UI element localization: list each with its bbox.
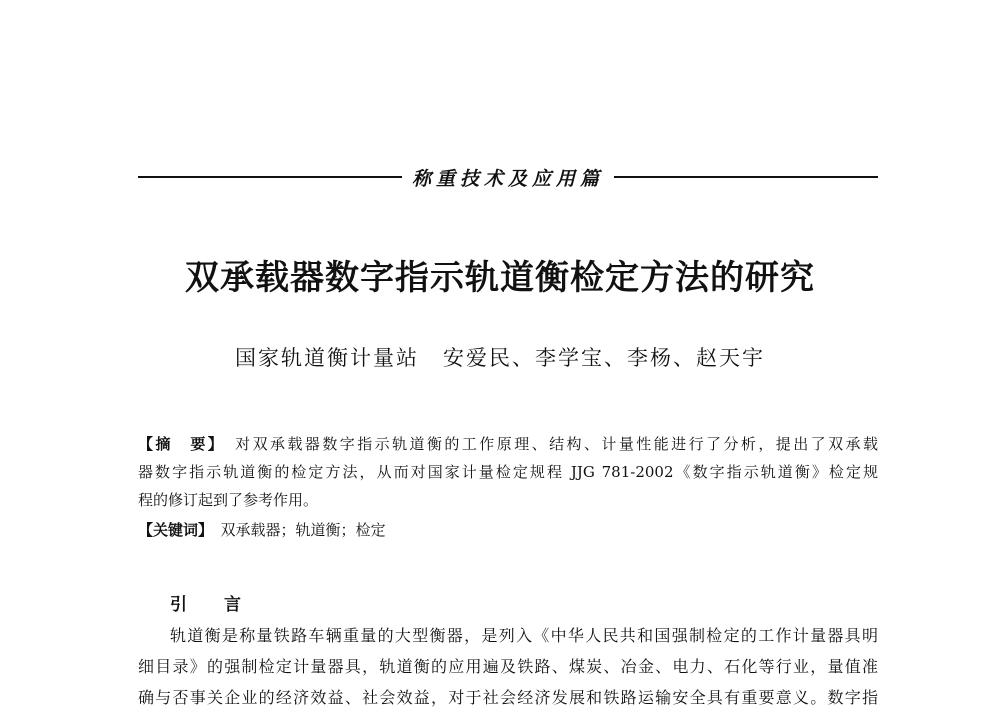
section-header <box>138 160 878 194</box>
abstract-line: 器数字指示轨道衡的检定方法，从而对国家计量检定规程 JJG 781-2002《数字指示轨道衡》检定规 <box>138 463 878 481</box>
body-line: 细目录》的强制检定计量器具，轨道衡的应用遍及铁路、煤炭、冶金、电力、石化等行业，量值准 <box>138 657 878 676</box>
keywords-label: 【关键词】 <box>138 521 206 539</box>
header-rule-left <box>138 176 402 178</box>
abstract-block <box>138 430 878 544</box>
introduction-body <box>138 620 878 713</box>
abstract-text: 对双承载器数字指示轨道衡的工作原理、结构、计量性能进行了分析，提出了双承载 <box>235 435 878 453</box>
abstract-label: 【摘 要】 <box>138 435 218 453</box>
section-header-label: 称重技术及应用篇 <box>412 167 605 190</box>
paper-title: 双承载器数字指示轨道衡检定方法的研究 <box>185 258 815 298</box>
body-line: 确与否事关企业的经济效益、社会效益，对于社会经济发展和铁路运输安全具有重要意义。数字指 <box>138 688 878 707</box>
keyword: 双承载器； <box>220 521 296 539</box>
keyword: 检定 <box>355 521 386 539</box>
abstract-line <box>138 430 878 458</box>
author-names: 安爱民、李学宝、李杨、赵天宇 <box>443 346 765 370</box>
keywords-line <box>138 516 878 544</box>
introduction-heading: 引 言 <box>170 595 251 615</box>
header-rule-right <box>614 176 878 178</box>
affiliation: 国家轨道衡计量站 <box>235 346 419 370</box>
body-line: 轨道衡是称量铁路车辆重量的大型衡器，是列入《中华人民共和国强制检定的工作计量器具明 <box>170 626 878 645</box>
keyword: 轨道衡； <box>295 521 356 539</box>
abstract-line: 程的修订起到了参考作用。 <box>138 491 319 509</box>
author-line <box>0 342 1000 372</box>
